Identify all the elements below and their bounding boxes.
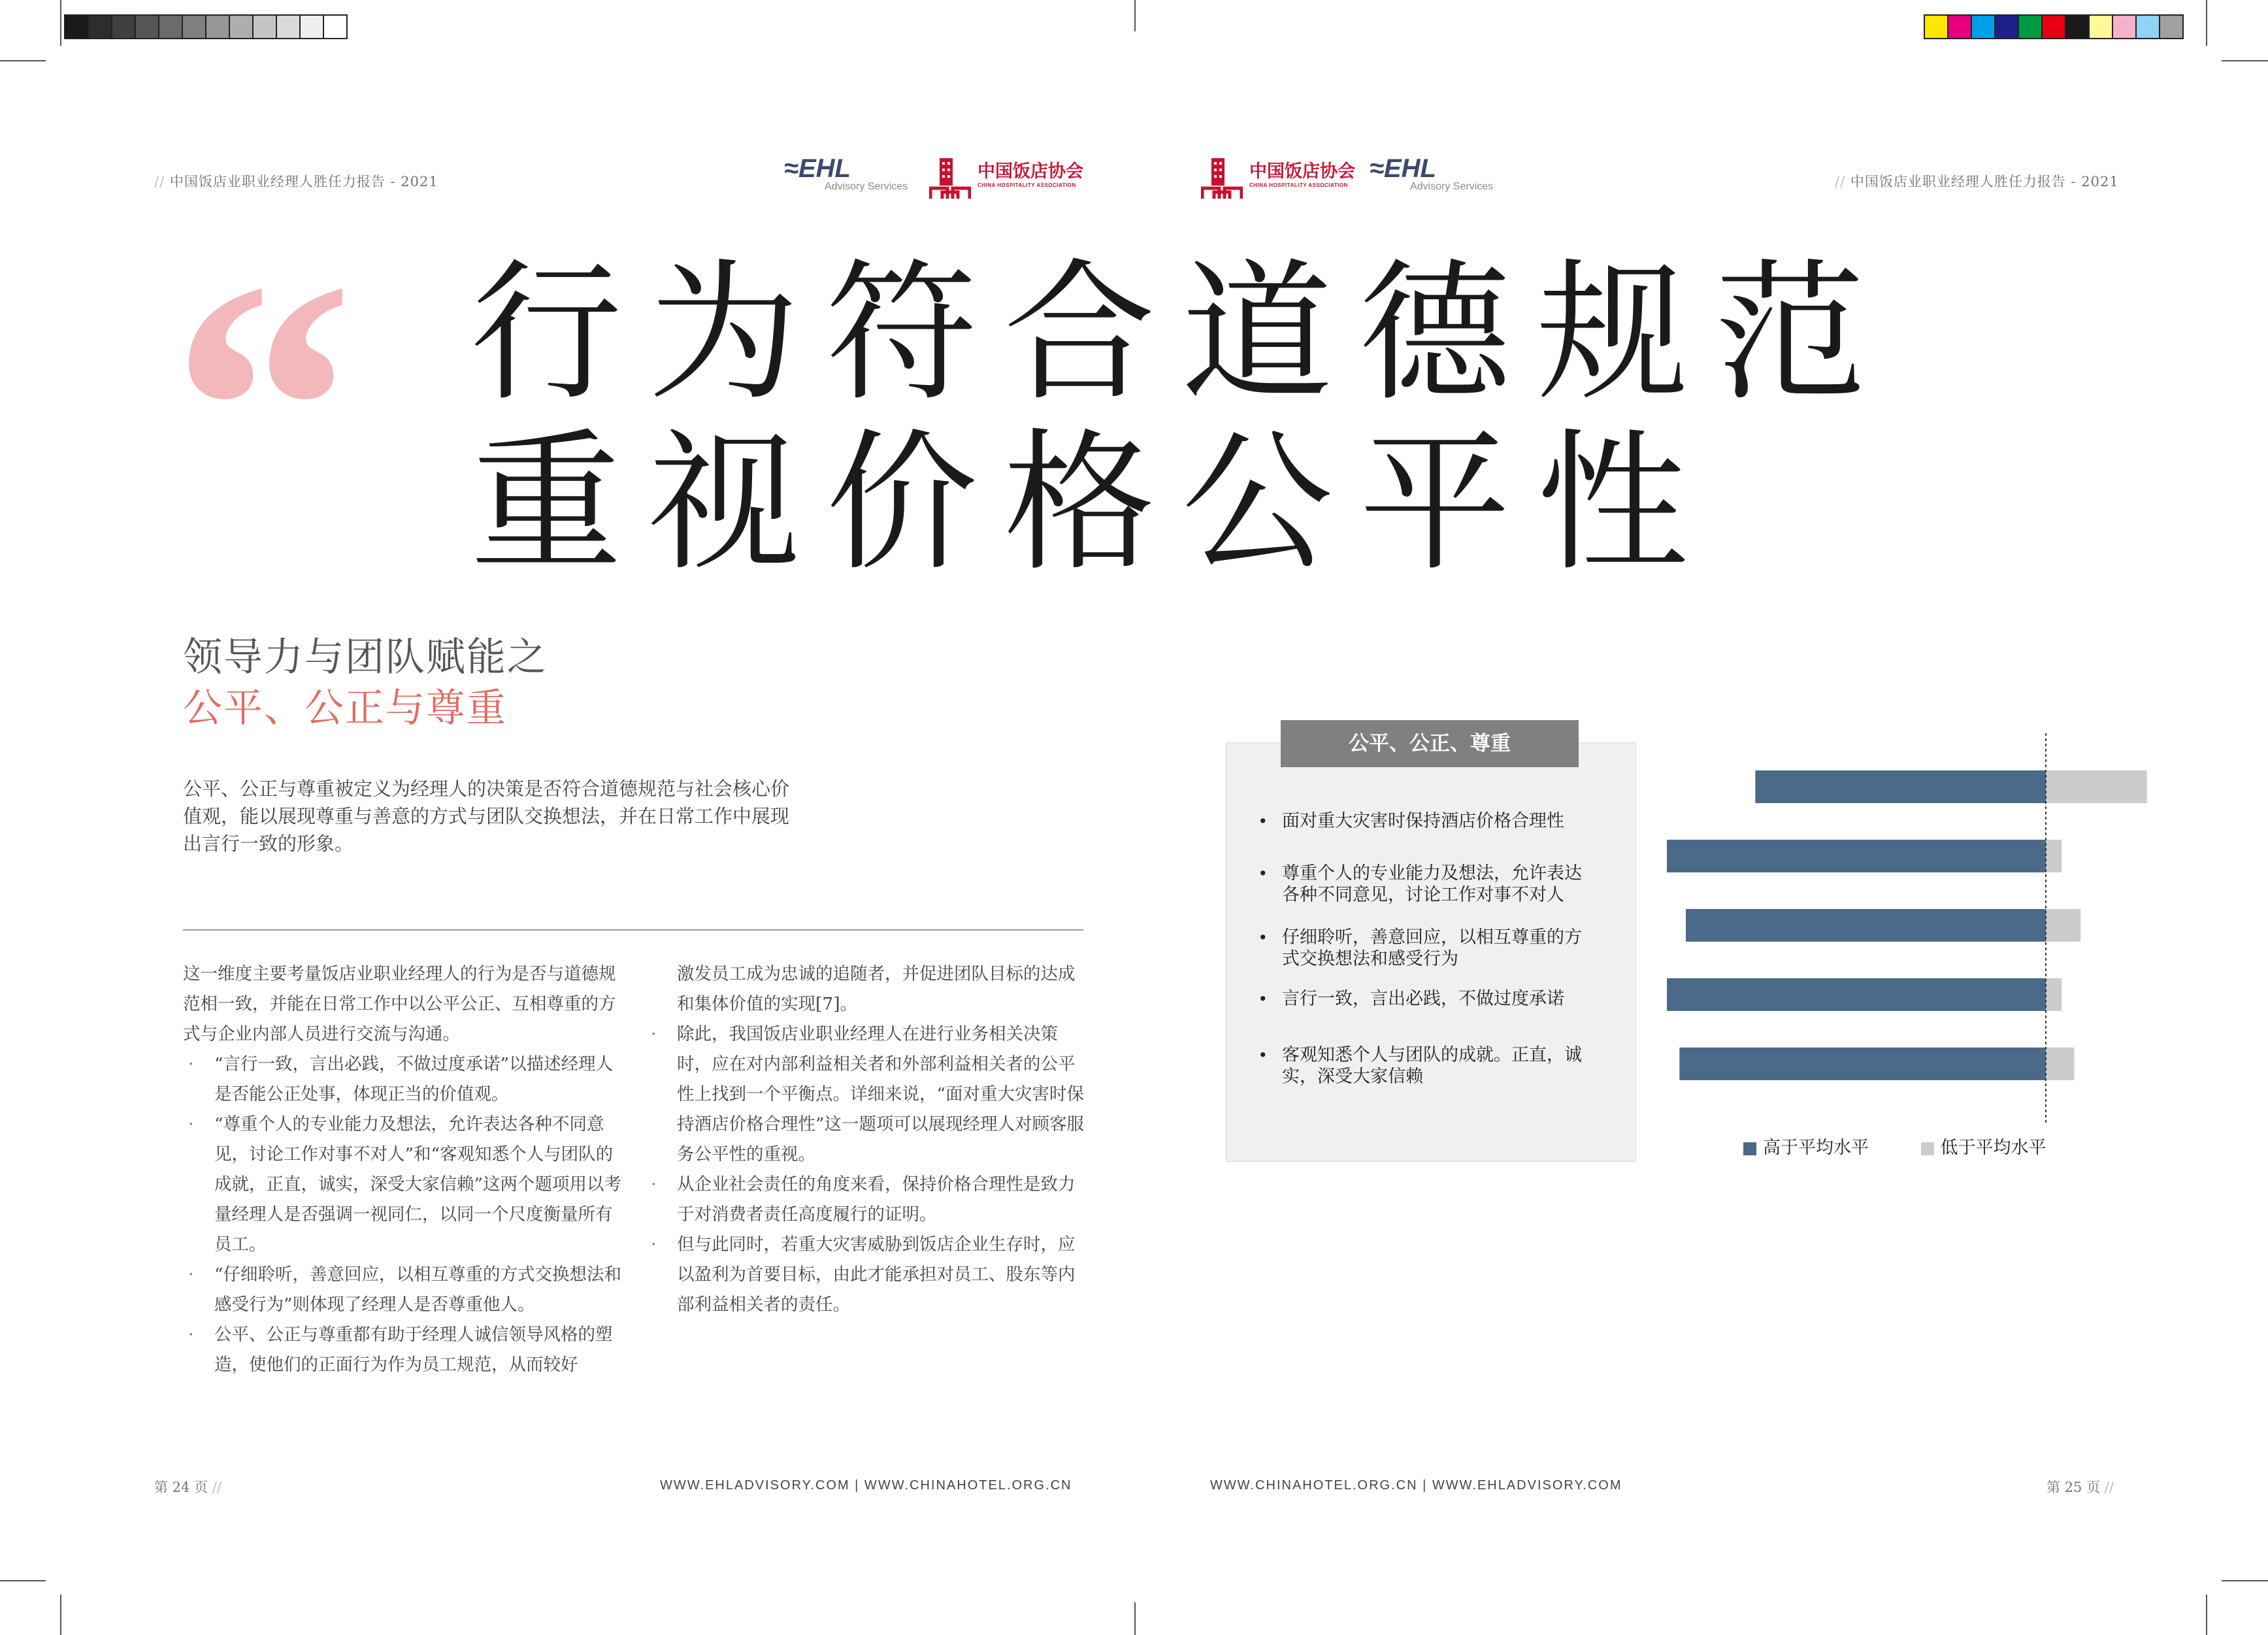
right-running-head: // 中国饭店业职业经理人胜任力报告 - 2021 <box>1835 174 2119 190</box>
crop-mark <box>2206 0 2207 46</box>
chart-category-label <box>1257 810 1622 832</box>
right-footer-urls: WWW.CHINAHOTEL.ORG.CN | WWW.EHLADVISORY.COM <box>1210 1478 1622 1493</box>
color-swatch <box>2065 14 2090 39</box>
color-swatch <box>1924 14 1948 39</box>
chart-title: 公平、公正、尊重 <box>1281 720 1579 767</box>
color-swatch <box>1971 14 1996 39</box>
page-title <box>470 245 1893 591</box>
left-footer-urls: WWW.EHLADVISORY.COM | WWW.CHINAHOTEL.ORG.CN <box>660 1478 1072 1493</box>
list-item: · 从企业社会责任的角度来看，保持价格合理性是致力于对消费者责任高度履行的证明。 <box>646 1170 1086 1230</box>
bar-below-average <box>2046 909 2080 942</box>
color-swatch <box>2041 14 2066 39</box>
gray-swatch <box>252 14 277 39</box>
crop-mark <box>60 0 61 46</box>
ehl-wave-icon: ≈ <box>1370 154 1384 183</box>
bar-below-average <box>2046 840 2062 872</box>
chart-category-label-line: • 客观知悉个人与团队的成就。正直，诚 <box>1282 1045 1582 1065</box>
chart-category-label <box>1257 988 1622 1010</box>
color-swatch <box>2018 14 2043 39</box>
gray-swatch <box>182 14 206 39</box>
chart-category-label-line: 式交换想法和感受行为 <box>1282 949 1458 968</box>
bar-above-average <box>1755 770 2046 803</box>
gray-swatch <box>64 14 89 39</box>
gray-swatch <box>229 14 254 39</box>
cha-logo-right: 中国饭店协会 CHINA HOSPITALITY ASSOCIATION <box>1201 157 1355 200</box>
list-item: · “尊重个人的专业能力及想法，允许表达各种不同意见，讨论工作对事不对人”和“客观知悉个人与团队的成就，正直，诚实，深受大家信赖”这两个题项用以考量经理人是否强调一视同仁，以同一个尺度衡量所有员工。 <box>183 1110 625 1260</box>
crop-mark <box>0 1580 46 1581</box>
cha-building-icon <box>1201 157 1243 200</box>
cha-logo: 中国饭店协会 CHINA HOSPITALITY ASSOCIATION <box>929 157 1083 200</box>
color-swatch <box>2135 14 2160 39</box>
color-swatch <box>1947 14 1972 39</box>
chart-category-label-line: • 仔细聆听，善意回应，以相互尊重的方 <box>1282 927 1582 947</box>
chart-category-label <box>1257 863 1622 906</box>
list-item: · 公平、公正与尊重都有助于经理人诚信领导风格的塑造，使他们的正面行为作为员工规范，从而较好 <box>183 1320 625 1380</box>
cha-building-icon <box>929 157 971 200</box>
bar-above-average <box>1667 978 2046 1011</box>
intro-paragraph: 公平、公正与尊重被定义为经理人的决策是否符合道德规范与社会核心价值观，能以展现尊重与善意的方式与团队交换想法，并在日常工作中展现出言行一致的形象。 <box>183 778 790 855</box>
crop-mark <box>2206 1594 2207 1635</box>
list-item: · “言行一致，言出必践，不做过度承诺”以描述经理人是否能公正处事，体现正当的价值观。 <box>183 1049 625 1110</box>
gray-swatch <box>323 14 348 39</box>
grayscale-color-bar <box>64 14 346 39</box>
list-item: · 除此，我国饭店业职业经理人在进行业务相关决策时，应在对内部利益相关者和外部利益相关者的公平性上找到一个平衡点。详细来说，“面对重大灾害时保持酒店价格合理性”这一题项可以展现经理人对顾客服务公平性的重视。 <box>646 1019 1086 1170</box>
crop-mark <box>2222 60 2268 61</box>
chart-bars <box>1634 725 2169 1176</box>
left-page-number: 第 24 页 // <box>154 1479 222 1495</box>
cmyk-color-bar <box>1924 14 2182 39</box>
section-subtitle-accent: 公平、公正与尊重 <box>183 685 507 731</box>
title-line-1: 行为符合道德规范 <box>470 245 1893 421</box>
gray-swatch <box>205 14 230 39</box>
bar-above-average <box>1686 909 2046 942</box>
chart-category-label <box>1257 1044 1622 1087</box>
chart-legend <box>1743 1133 2046 1159</box>
crop-mark <box>0 60 46 61</box>
ehl-logo: ≈EHL Advisory Services <box>784 154 908 192</box>
crop-mark <box>1134 0 1136 31</box>
title-line-2: 重视价格公平性 <box>470 415 1715 591</box>
body-column-2 <box>646 959 1086 1320</box>
list-item: · “仔细聆听，善意回应，以相互尊重的方式交换想法和感受行为”则体现了经理人是否尊重他人。 <box>183 1260 625 1320</box>
chart-category-label-line: 实，深受大家信赖 <box>1282 1066 1423 1086</box>
gray-swatch <box>88 14 112 39</box>
crop-mark <box>2222 1580 2268 1581</box>
body-paragraph: 这一维度主要考量饭店业职业经理人的行为是否与道德规范相一致，并能在日常工作中以公平公正、互相尊重的方式与企业内部人员进行交流与沟通。 <box>183 964 616 1044</box>
bar-below-average <box>2046 1048 2075 1080</box>
section-subtitle: 领导力与团队赋能之 <box>183 635 548 680</box>
chart-category-list <box>1257 0 1597 1635</box>
left-running-head: // 中国饭店业职业经理人胜任力报告 - 2021 <box>154 174 438 190</box>
chart-category-label-line: • 面对重大灾害时保持酒店价格合理性 <box>1282 811 1564 831</box>
right-page-number: 第 25 页 // <box>2046 1479 2114 1495</box>
legend-swatch <box>1921 1142 1934 1155</box>
bar-below-average <box>2046 978 2062 1011</box>
gray-swatch <box>299 14 324 39</box>
ehl-wave-icon: ≈ <box>784 154 798 183</box>
ehl-logo-right: ≈EHL Advisory Services <box>1370 154 1494 192</box>
chart-category-label-line: • 言行一致，言出必践，不做过度承诺 <box>1282 989 1564 1008</box>
body-column-1 <box>183 959 625 1380</box>
bar-below-average <box>2046 770 2147 803</box>
legend-item-below: 低于平均水平 <box>1921 1138 2046 1157</box>
chart-category-label-line: 各种不同意见，讨论工作对事不对人 <box>1282 885 1564 904</box>
body-paragraph: 激发员工成为忠诚的追随者，并促进团队目标的达成和集体价值的实现[7]。 <box>677 964 1076 1014</box>
bar-above-average <box>1679 1048 2046 1080</box>
color-swatch <box>2112 14 2137 39</box>
legend-item-above: 高于平均水平 <box>1743 1138 1869 1157</box>
list-item: · 但与此同时，若重大灾害威胁到饭店企业生存时，应以盈利为首要目标，由此才能承担对员工、股东等内部利益相关者的责任。 <box>646 1230 1086 1320</box>
gray-swatch <box>276 14 301 39</box>
chart-category-label <box>1257 927 1622 970</box>
gray-swatch <box>111 14 136 39</box>
crop-mark <box>60 1594 61 1635</box>
gray-swatch <box>158 14 183 39</box>
quote-mark: “ <box>171 206 354 612</box>
chart-category-label-line: • 尊重个人的专业能力及想法，允许表达 <box>1282 863 1582 883</box>
divider <box>183 929 1083 931</box>
color-swatch <box>1994 14 2019 39</box>
color-swatch <box>2088 14 2113 39</box>
color-swatch <box>2159 14 2184 39</box>
legend-swatch <box>1743 1142 1756 1155</box>
gray-swatch <box>135 14 159 39</box>
crop-mark <box>1134 1602 1136 1635</box>
bar-above-average <box>1667 840 2046 872</box>
